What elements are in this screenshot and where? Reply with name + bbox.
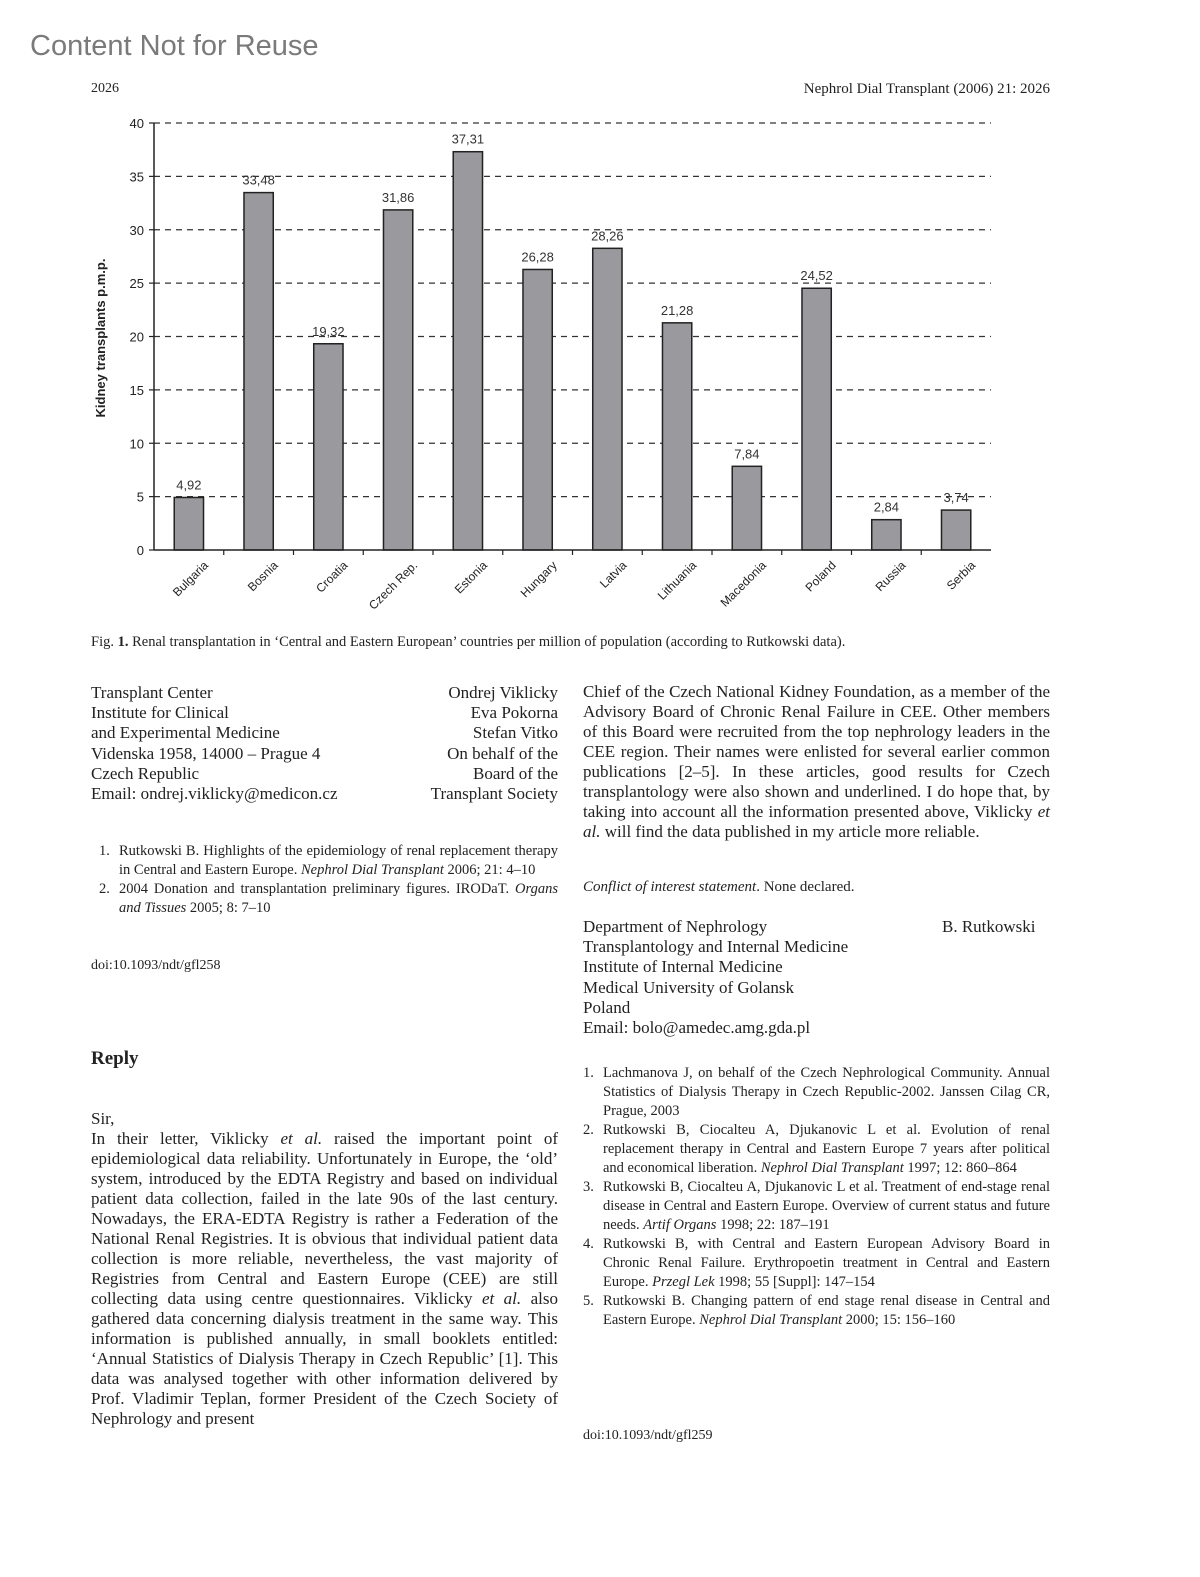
- bar-poland: [802, 288, 831, 550]
- x-tick-label: Russia: [872, 558, 909, 595]
- reference-item: 2. Rutkowski B, Ciocalteu A, Djukanovic L et al. Evolution of renal replacement therapy in Central and Eastern Europe 7 years after political and economical liberation. Nephrol Dial Transplant 1997; 12: 860–864: [583, 1122, 1050, 1176]
- letter1-doi: doi:10.1093/ndt/gfl258: [91, 958, 221, 973]
- reference-item: 2. 2004 Donation and transplantation preliminary figures. IRODaT. Organs and Tissues 2005; 8: 7–10: [99, 881, 558, 916]
- address-line: Institute for Clinical: [91, 703, 229, 723]
- x-tick-label: Latvia: [596, 558, 630, 591]
- bar-bulgaria: [174, 497, 203, 550]
- reference-item: 1. Lachmanova J, on behalf of the Czech Nephrological Community. Annual Statistics of Dialysis Therapy in Czech Republic-2002. Janssen Cilag CR, Prague, 2003: [583, 1065, 1050, 1119]
- y-tick-label: 10: [129, 436, 144, 452]
- reply-paragraph: In their letter, Viklicky et al. raised the important point of epidemiological data reliability. Unfortunately in Europe, the ‘old’ system, introduced by the EDTA Registry and based on individual patient data collection, failed in the late 90s of the last century. Nowadays, the ERA-EDTA Registry is rather a Federation of the National Renal Registries. It is obvious that individual patient data collection is more reliable, nevertheless, the vast majority of Registries from Central and Eastern Europe (CEE) are still collecting data using centre questionnaires. Viklicky et al. also gathered data concerning dialysis treatment in the same way. This information is published annually, in small booklets entitled: ‘Annual Statistics of Dialysis Therapy in Czech Republic’ [1]. This data was analysed together with other information delivered by Prof. Vladimir Teplan, former President of the Czech Society of Nephrology and present: [91, 1129, 558, 1428]
- figure-caption-text: Renal transplantation in ‘Central and Eastern European’ countries per million of population (according to Rutkowski data).: [132, 634, 846, 650]
- reply-signature: B. Rutkowski: [942, 917, 1036, 936]
- bar-bosnia: [244, 193, 273, 550]
- signature-line: Stefan Vitko: [472, 723, 558, 743]
- x-axis-labels: [170, 550, 979, 612]
- reference-number: 5.: [583, 1293, 594, 1309]
- page-number: 2026: [91, 81, 119, 96]
- address-line: Department of Nephrology: [583, 917, 768, 936]
- figure-label: Fig.: [91, 634, 114, 650]
- y-axis-ticks: [130, 116, 154, 558]
- bar-serbia: [941, 510, 970, 550]
- signature-line: Ondrej Viklicky: [448, 683, 558, 702]
- address-line: Transplant Center: [91, 683, 213, 702]
- address-line: Poland: [583, 997, 631, 1017]
- chart-bars: [174, 152, 971, 550]
- data-label: 19,32: [312, 323, 345, 339]
- reference-number: 1.: [99, 843, 110, 859]
- data-label: 2,84: [873, 499, 900, 515]
- reference-number: 4.: [583, 1236, 594, 1252]
- address-line: and Experimental Medicine: [91, 723, 280, 743]
- address-line: Institute of Internal Medicine: [583, 957, 783, 977]
- address-line: Email: ondrej.viklicky@medicon.cz: [91, 784, 338, 804]
- data-label: 4,92: [176, 477, 202, 493]
- data-label: 26,28: [521, 249, 554, 265]
- address-line: Czech Republic: [91, 763, 200, 783]
- data-label: 33,48: [242, 172, 275, 188]
- bar-hungary: [523, 269, 552, 550]
- data-label: 21,28: [660, 302, 694, 318]
- y-tick-label: 0: [136, 543, 144, 558]
- reference-item: 5. Rutkowski B. Changing pattern of end stage renal disease in Central and Eastern Europe. Nephrol Dial Transplant 2000; 15: 156–160: [583, 1293, 1050, 1328]
- letter1-signature: [360, 683, 558, 804]
- reference-number: 2.: [583, 1122, 594, 1138]
- bar-estonia: [453, 152, 482, 550]
- reference-item: 3. Rutkowski B, Ciocalteu A, Djukanovic L et al. Treatment of end-stage renal disease in Central and Eastern Europe. Overview of current status and future needs. Artif Organs 1998; 22: 187–191: [583, 1179, 1050, 1233]
- address-line: Medical University of Golansk: [583, 977, 795, 997]
- address-line: Transplantology and Internal Medicine: [583, 937, 849, 957]
- data-label: 37,31: [451, 131, 485, 147]
- bar-latvia: [593, 248, 622, 550]
- reference-number: 2.: [99, 881, 110, 897]
- reference-number: 3.: [583, 1179, 594, 1195]
- x-tick-label: Bosnia: [244, 558, 281, 595]
- bar-lithuania: [662, 323, 691, 550]
- x-tick-label: Serbia: [943, 558, 979, 593]
- bar-macedonia: [732, 466, 761, 550]
- chart-gridlines: [154, 123, 991, 497]
- y-tick-label: 25: [129, 276, 144, 292]
- x-tick-label: Macedonia: [717, 558, 769, 610]
- bar-croatia: [314, 344, 343, 550]
- reference-number: 1.: [583, 1065, 594, 1081]
- data-label: 3,74: [943, 490, 969, 506]
- x-tick-label: Poland: [802, 558, 839, 595]
- y-axis-title: Kidney transplants p.m.p.: [93, 258, 108, 418]
- y-tick-label: 35: [129, 169, 144, 185]
- reference-item: 4. Rutkowski B, with Central and Eastern European Advisory Board in Chronic Renal Failure. Erythropoetin treatment in Central and Eastern Europe. Przegl Lek 1998; 55 [Suppl]: 147–154: [583, 1236, 1050, 1290]
- bar-czech-rep: [383, 210, 412, 550]
- data-label: 7,84: [734, 446, 760, 462]
- conflict-of-interest: Conflict of interest statement. None declared.: [583, 879, 855, 895]
- figure-number: 1.: [117, 634, 129, 650]
- x-tick-label: Lithuania: [654, 558, 700, 603]
- letter1-references: [99, 842, 558, 918]
- signature-line: Transplant Society: [430, 784, 558, 804]
- y-tick-label: 30: [129, 222, 144, 238]
- reply-paragraph-continued: Chief of the Czech National Kidney Foundation, as a member of the Advisory Board of Chronic Renal Failure in CEE. Other members of this Board were recruited from the top nephrology leaders in the CEE region. Their names were enlisted for several earlier common publications [2–5]. In these articles, good results for Czech transplantology were also shown and underlined. I do hope that, by taking into account all the information presented above, Viklicky et al. will find the data published in my article more reliable.: [583, 682, 1050, 841]
- data-label: 28,26: [591, 228, 624, 244]
- address-line: Email: bolo@amedec.amg.gda.pl: [583, 1018, 811, 1038]
- signature-line: Board of the: [473, 763, 558, 783]
- bar-russia: [872, 520, 901, 550]
- letter1-address: [91, 683, 391, 804]
- data-label: 24,52: [800, 268, 833, 284]
- x-tick-label: Croatia: [313, 558, 351, 596]
- x-tick-label: Czech Rep.: [366, 558, 421, 613]
- y-tick-label: 20: [129, 329, 144, 345]
- reply-references: [583, 1064, 1050, 1330]
- x-tick-label: Estonia: [451, 558, 490, 597]
- y-tick-label: 40: [129, 116, 144, 131]
- reference-item: 1. Rutkowski B. Highlights of the epidemiology of renal replacement therapy in Central and Eastern Europe. Nephrol Dial Transplant 2006; 21: 4–10: [99, 843, 558, 878]
- reply-doi: doi:10.1093/ndt/gfl259: [583, 1428, 713, 1443]
- bar-chart: [0, 0, 1200, 630]
- y-tick-label: 15: [129, 382, 144, 398]
- reply-heading: Reply: [91, 1048, 139, 1069]
- figure-caption: [91, 634, 1051, 651]
- y-tick-label: 5: [136, 489, 144, 505]
- reply-address: [583, 917, 913, 1038]
- data-labels: [176, 132, 969, 515]
- address-line: Videnska 1958, 14000 – Prague 4: [91, 743, 321, 763]
- data-label: 31,86: [381, 189, 415, 205]
- x-tick-label: Hungary: [517, 558, 560, 601]
- reply-salutation: Sir,: [91, 1109, 115, 1128]
- signature-line: On behalf of the: [447, 743, 558, 763]
- watermark: Content Not for Reuse: [30, 30, 319, 62]
- signature-line: Eva Pokorna: [470, 703, 558, 723]
- journal-citation: Nephrol Dial Transplant (2006) 21: 2026: [803, 81, 1050, 97]
- x-tick-label: Bulgaria: [169, 558, 211, 600]
